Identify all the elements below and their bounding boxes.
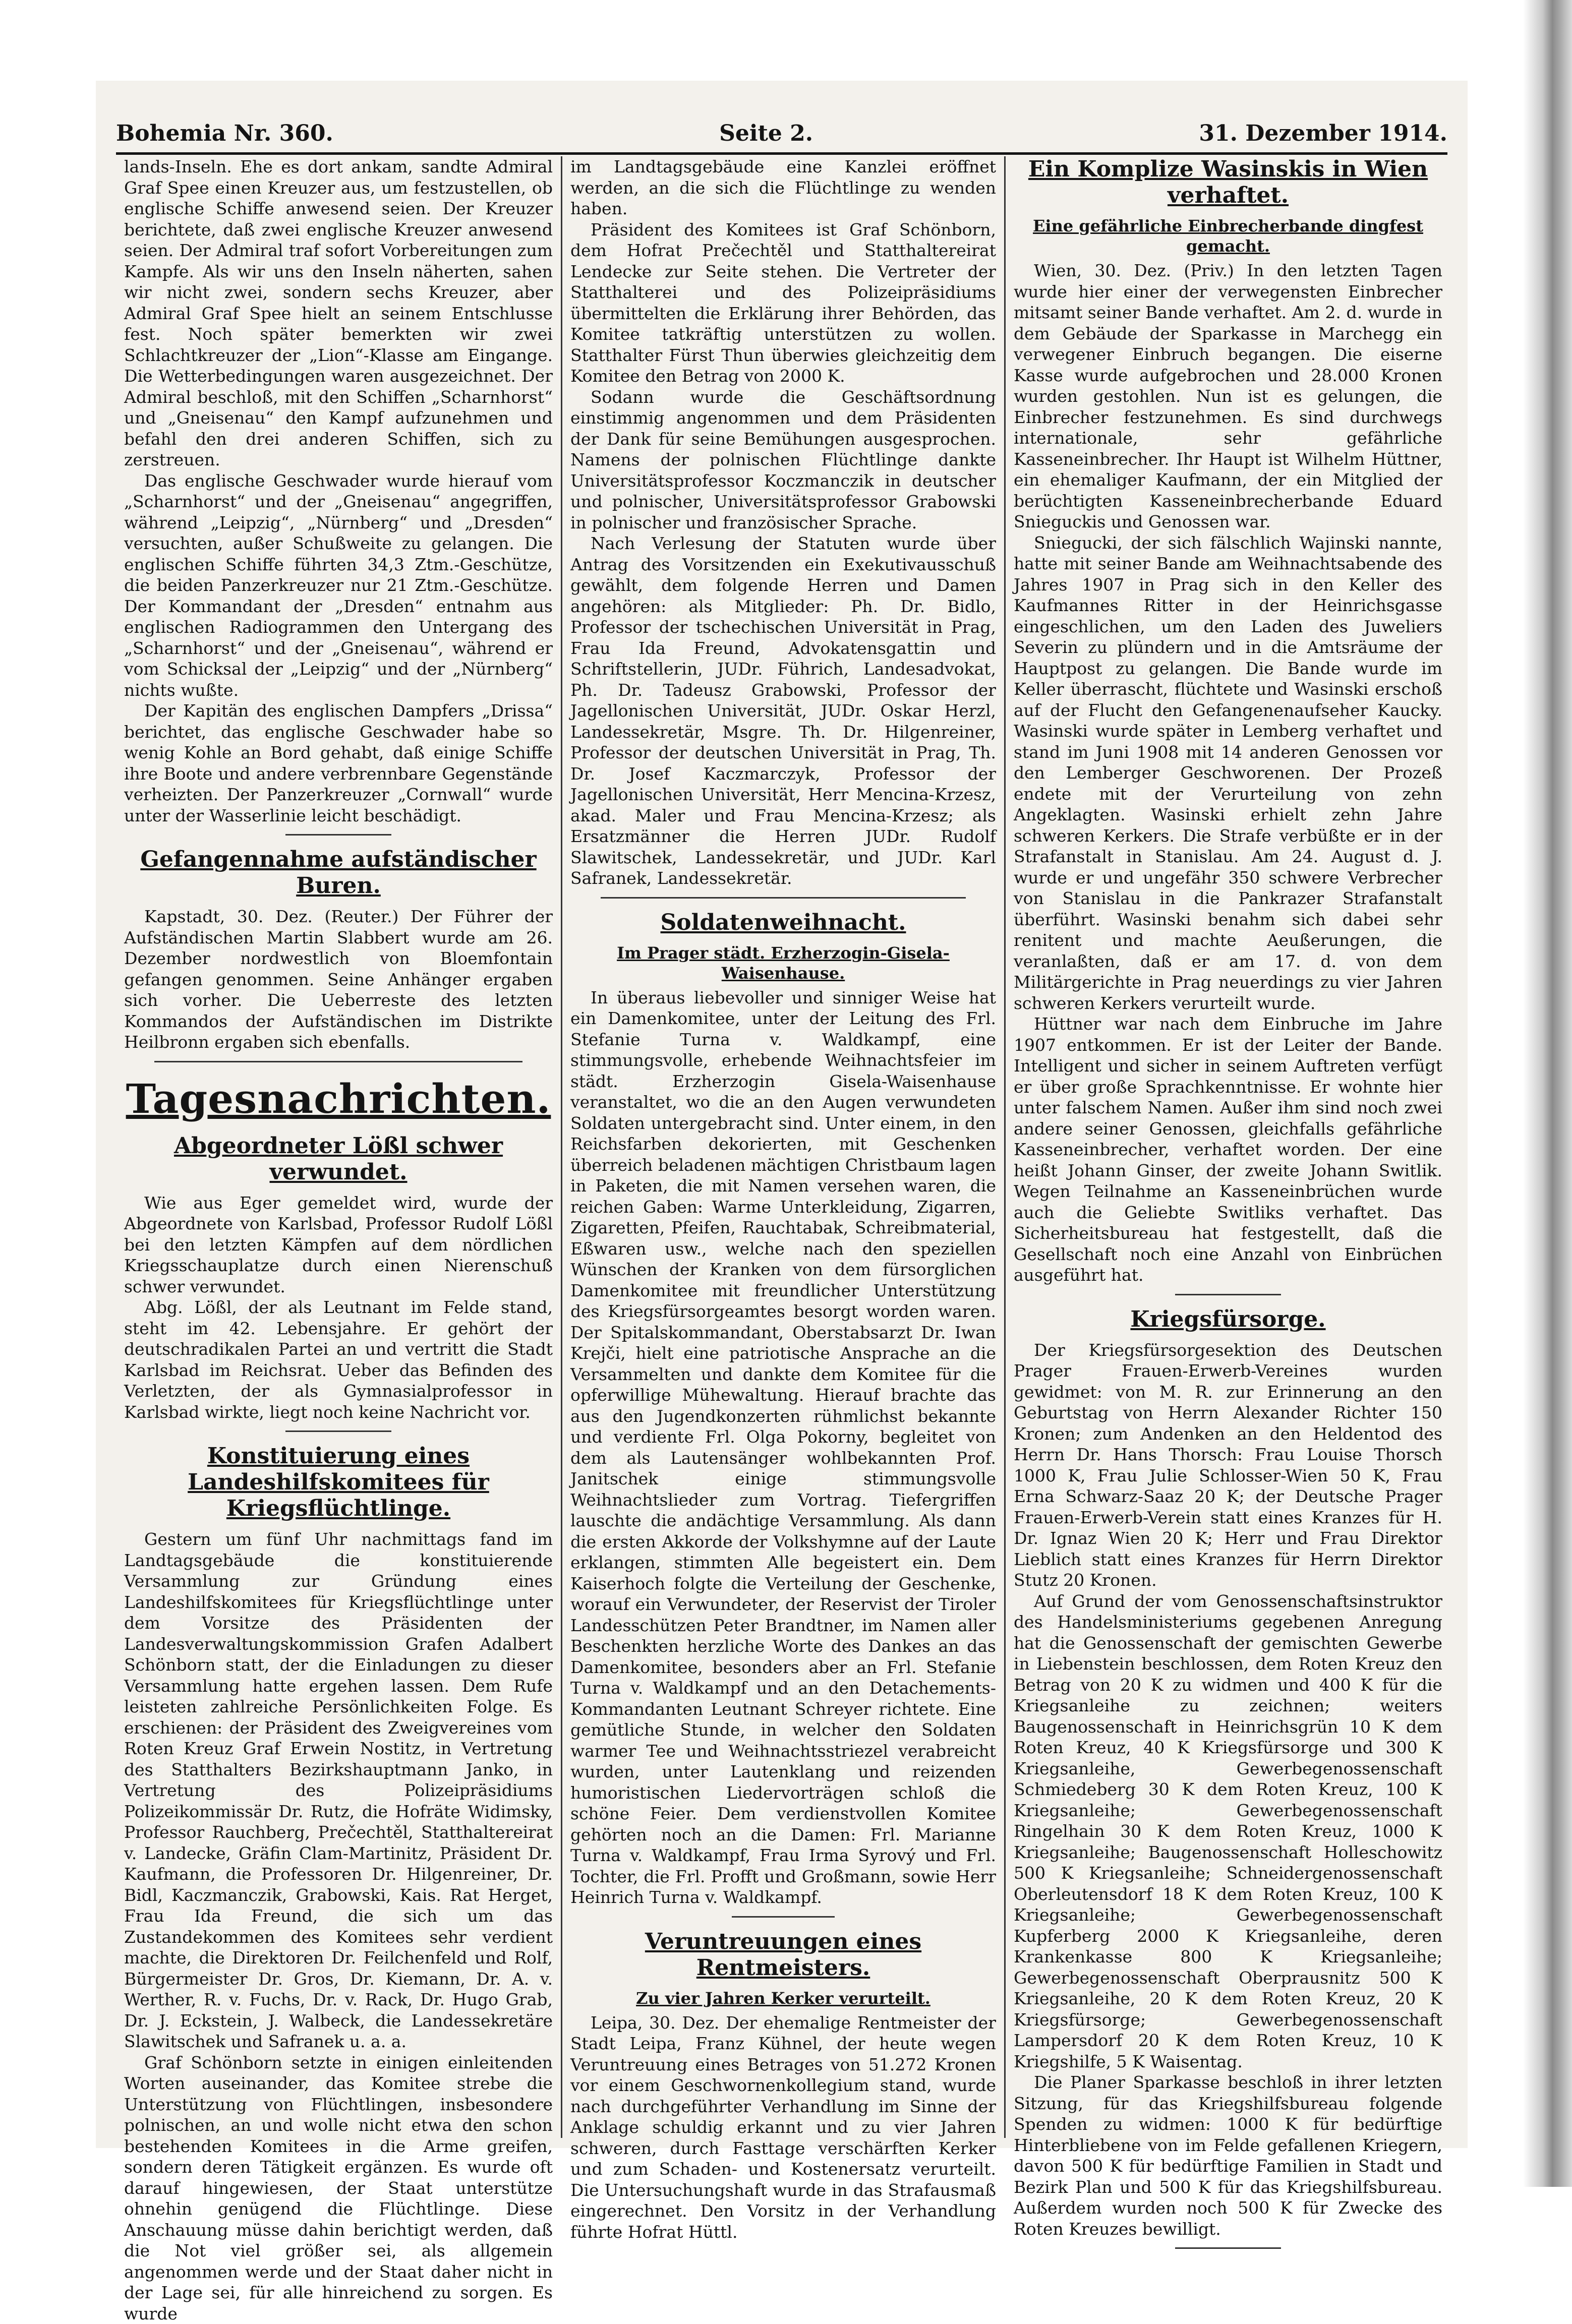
scan-edge-shadow [1523,0,1572,2187]
divider [154,1061,522,1062]
issue-date: 31. Dezember 1914. [1199,121,1447,146]
komitee-article-cont-3: Sodann wurde die Geschäftsordnung einstimmig angenommen und dem Präsidenten der Dank für seine Bemühungen ausgesprochen. Namens der polnischen Flüchtlinge dankte Universitätsprofessor Koczmanczik in deutscher und polnischer, Universitätsprofessor Grabowski in polnischer und französischer Sprache. [570,387,996,533]
kriegsfuersorge-article-2: Auf Grund der vom Genossenschaftsinstruktor des Handelsministeriums gegebenen Anregung hat die Genossenschaft der gemischten Gewerbe in Liebenstein beschlossen, dem Roten Kreuz den Betrag von 20 K zu widmen und 400 K für die Kriegsanleihe zu zeichnen; weiters Baugenossenschaft in Heinrichsgrün 10 K dem Roten Kreuz, 40 K Kriegsfürsorge und 300 K Kriegsanleihe, Gewerbegenossenschaft Schmiedeberg 30 K dem Roten Kreuz, 100 K Kriegsanleihe; Gewerbegenossenschaft Ringelhain 30 K dem Roten Kreuz, 1000 K Kriegsanleihe; Baugenossenschaft Holleschowitz 500 K Kriegsanleihe; Schneidergenossenschaft Oberleutensdorf 18 K dem Roten Kreuz, 100 K Kriegsanleihe; Gewerbegenossenschaft Kupferberg 2000 K Kriegsanleihe, deren Krankenkasse 800 K Kriegsanleihe; Gewerbegenossenschaft Oberprausnitz 500 K Kriegsanleihe, 20 K dem Roten Kreuz, 20 K Kriegsfürsorge; Gewerbegenossenschaft Lampersdorf 20 K dem Roten Kreuz, 10 K Kriegshilfe, 5 K Waisentag. [1014,1591,1442,2072]
text-columns [116,156,1458,2138]
headline-landeshilfskomitee: Konstituierung eines Landeshilfskomitees für Kriegsflüchtlinge. [124,1443,553,1522]
rentmeister-article: Leipa, 30. Dez. Der ehemalige Rentmeister der Stadt Leipa, Franz Kühnel, der heute wegen Veruntreuung eines Betrages von 51.272 Kronen vor einem Geschwornenkollegium stand, wurde nach durchgeführter Verhandlung im Sinne der Anklage schuldig erkannt und zu vier Jahren schweren, durch Fasttage verschärften Kerker und zum Schaden- und Kostenersatz verurteilt. Die Untersuchungshaft wurde in das Strafausmaß eingerechnet. Den Vorsitz in der Verhandlung führte Hofrat Hüttl. [570,2012,996,2243]
divider [1175,1294,1281,1295]
komitee-article-cont-4: Nach Verlesung der Statuten wurde über Antrag des Vorsitzenden ein Exekutivausschuß gewählt, dem folgende Herren und Damen angehören: als Mitglieder: Ph. Dr. Bidlo, Professor der tschechischen Universität in Prag, Frau Ida Freund, Advokatensgattin und Schriftstellerin, JUDr. Führich, Landesadvokat, Ph. Dr. Tadeusz Grabowski, Professor der Jagellonischen Universität, JUDr. Oskar Herzl, Landessekretär, Msgre. Th. Dr. Hilgenreiner, Professor der deutschen Universität in Prag, Th. Dr. Josef Kaczmarczyk, Professor der Jagellonischen Universität, Herr Mencina-Krzesz, akad. Maler und Frau Mencina-Krzesz; als Ersatzmänner die Herren JUDr. Rudolf Slawitschek, Landessekretär, und JUDr. Karl Safranek, Landessekretär. [570,533,996,889]
coronel-article-cont-2: Das englische Geschwader wurde hierauf vom „Scharnhorst“ und der „Gneisenau“ angegriffen, während „Leipzig“, „Nürnberg“ und „Dresden“ versuchten, außer Schußweite zu gelangen. Die englischen Schiffe führten 34,3 Ztm.-Geschütze, die beiden Panzerkreuzer nur 21 Ztm.-Geschütze. Der Kommandant der „Dresden“ entnahm aus englischen Radiogrammen den Untergang des „Scharnhorst“ und der „Gneisenau“, während er vom Schicksal der „Leipzig“ und der „Nürnberg“ nichts wußte. [124,470,553,701]
komitee-article-cont-1: im Landtagsgebäude eine Kanzlei eröffnet werden, an die sich die Flüchtlinge zu wenden haben. [570,156,996,219]
kriegsfuersorge-article-1: Der Kriegsfürsorgesektion des Deutschen Prager Frauen-Erwerb-Vereines wurden gewidmet: von M. R. zur Erinnerung an den Geburtstag von Herrn Alexander Richter 150 Kronen; zum Andenken an den Heldentod des Herrn Dr. Hans Thorsch: Frau Louise Thorsch 1000 K, Frau Julie Schlosser-Wien 50 K, Frau Erna Schwarz-Saaz 20 K; der Deutsche Prager Frauen-Erwerb-Verein statt eines Kranzes für H. Dr. Ignaz Wien 20 K; Herr und Frau Direktor Lieblich statt eines Kranzes für Herrn Direktor Stutz 20 Kronen. [1014,1340,1442,1591]
loessl-article-2: Abg. Lößl, der als Leutnant im Felde stand, steht im 42. Lebensjahre. Er gehört der deutschradikalen Partei an und vertritt die Stadt Karlsbad im Reichsrat. Ueber das Befinden des Verletzten, der als Gymnasialprofessor in Karlsbad wirkte, liegt noch keine Nachricht vor. [124,1297,553,1422]
page-number: Seite 2. [719,121,813,146]
headline-soldatenweihnacht: Soldatenweihnacht. [570,910,996,936]
wasinski-article-3: Hüttner war nach dem Einbruche im Jahre 1907 entkommen. Er ist der Leiter der Bande. Intelligent und sicher in seinem Auftreten verfügt er über große Sprachkenntnisse. Er wohnte hier unter falschem Namen. Außer ihm sind noch zwei andere seiner Genossen, gleichfalls gefährliche Kasseneinbrecher, verhaftet worden. Der eine heißt Johann Ginser, der zweite Johann Switlik. Wegen Teilnahme an Kasseneinbrüchen wurde auch die Geliebte Switliks verhaftet. Das Sicherheitsbureau hat festgestellt, daß die Gesellschaft noch eine Anzahl von Einbrüchen ausgeführt hat. [1014,1014,1442,1286]
wasinski-article-2: Sniegucki, der sich fälschlich Wajinski nannte, hatte mit seiner Bande am Weihnachtsabende des Jahres 1907 in Prag sich in den Keller des Kaufmannes Ritter in der Heinrichsgasse eingeschlichen, um den Laden des Juweliers Severin zu plündern und in die Amtsräume der Hauptpost zu gelangen. Die Bande wurde im Keller überrascht, flüchtete und Wasinski erschoß auf der Flucht den Gefangenenaufseher Kaucky. Wasinski wurde später in Lemberg verhaftet und stand im Juni 1908 mit 14 anderen Genossen vor den Lemberger Geschworenen. Der Prozeß endete mit der Verurteilung von zehn Angeklagten. Wasinski erhielt zehn Jahre schweren Kerkers. Die Strafe verbüßte er in der Strafanstalt in Stanislau. Am 24. August d. J. wurde er und ungefähr 350 schwere Verbrecher von Stanislau in die Pankrazer Strafanstalt überführt. Wasinski benahm sich dabei sehr renitent und machte Aeußerungen, die veranlaßten, daß er am 17. d. von dem Militärgerichte in Prag neuerdings zu vier Jahren schweren Kerkers verurteilt wurde. [1014,532,1442,1014]
kriegsfuersorge-article-3: Die Planer Sparkasse beschloß in ihrer letzten Sitzung, für das Kriegshilfsbureau folgende Spenden zu widmen: 1000 K für bedürftige Hinterbliebene von im Felde gefallenen Kriegern, davon 500 K für bedürftige Familien in Stadt und Bezirk Plan und 500 K für das Kriegshilfsbureau. Außerdem wurden noch 500 K für Zwecke des Roten Kreuzes bewilligt. [1014,2072,1442,2239]
headline-komplize-wasinski: Ein Komplize Wasinskis in Wien verhaftet. [1014,156,1442,209]
subheadline-rentmeister: Zu vier Jahren Kerker verurteilt. [570,1988,996,2008]
running-head [116,101,1447,155]
column-right [1006,156,1450,2138]
column-left [116,156,561,2138]
coronel-article-cont-3: Der Kapitän des englischen Dampfers „Drissa“ berichtet, das englische Geschwader habe so wenig Kohle an Bord gehabt, daß einige Schiffe ihre Boote und andere verbrennbare Gegenstände verheizten. Der Panzerkreuzer „Cornwall“ wurde unter der Wasserlinie leicht beschädigt. [124,700,553,826]
divider [285,1431,391,1432]
divider [732,1916,835,1918]
coronel-article-cont-1: lands-Inseln. Ehe es dort ankam, sandte Admiral Graf Spee einen Kreuzer aus, um festzustellen, ob englische Schiffe anwesend seien. Der Kreuzer berichtete, daß zwei englische Kreuzer anwesend seien. Der Admiral traf sofort Vorbereitungen zum Kampfe. Als wir uns den Inseln näherten, sahen wir nicht zwei, sondern sechs Kreuzer, aber Admiral Graf Spee hielt an seinem Entschlusse fest. Noch später bemerkten wir zwei Schlachtkreuzer der „Lion“-Klasse am Eingange. Die Wetterbedingungen waren ausgezeichnet. Der Admiral beschloß, mit den Schiffen „Scharnhorst“ und „Gneisenau“ den Kampf aufzunehmen und befahl den drei anderen Schiffen, sich zu zerstreuen. [124,156,553,470]
divider [285,834,391,836]
section-title-tagesnachrichten: Tagesnachrichten. [124,1076,553,1122]
subheadline-einbrecherbande: Eine gefährliche Einbrecherbande dingfest gemacht. [1014,216,1442,256]
loessl-article-1: Wie aus Eger gemeldet wird, wurde der Abgeordnete von Karlsbad, Professor Rudolf Lößl bei den letzten Kämpfen auf dem nördlichen Kriegsschauplatze durch einen Nierenschuß schwer verwundet. [124,1193,553,1297]
newspaper-page [96,81,1468,2148]
komitee-article-1: Gestern um fünf Uhr nachmittags fand im Landtagsgebäude die konstituierende Versammlung zur Gründung eines Landeshilfskomitees für Kriegsflüchtlinge unter dem Vorsitze des Präsidenten der Landesverwaltungskommission Grafen Adalbert Schönborn statt, der die Einladungen zu dieser Versammlung hatte ergehen lassen. Dem Rufe leisteten zahlreiche Persönlichkeiten Folge. Es erschienen: der Präsident des Zweigvereines vom Roten Kreuz Graf Erwein Nostitz, in Vertretung des Statthalters Bezirkshauptmann Janko, in Vertretung des Polizeipräsidiums Polizeikommissär Dr. Rutz, die Hofräte Widimsky, Professor Rauchberg, Prečechtěl, Statthaltereirat v. Landecke, Gräfin Clam-Martinitz, Präsident Dr. Kaufmann, die Professoren Dr. Hilgenreiner, Dr. Bidl, Kaczmanczik, Grabowski, Kais. Rat Herget, Frau Ida Freund, die sich um das Zustandekommen des Komitees sehr verdient machte, die Direktoren Dr. Feilchenfeld und Rolf, Bürgermeister Dr. Gros, Dr. Kiemann, Dr. A. v. Werther, R. v. Fuchs, Dr. v. Rack, Dr. Hugo Grab, Dr. J. Eckstein, J. Walbeck, die Landessekretäre Slawitschek und Safranek u. a. a. [124,1529,553,2052]
divider [601,897,966,899]
headline-buren: Gefangennahme aufständischer Buren. [124,847,553,899]
komitee-article-cont-2: Präsident des Komitees ist Graf Schönborn, dem Hofrat Prečechtěl und Statthaltereirat Lendecke zur Seite stehen. Die Vertreter der Statthalterei und des Polizeipräsidiums übermittelten die Erklärung ihrer Behörden, das Komitee tatkräftig unterstützen zu wollen. Statthalter Fürst Thun überwies gleichzeitig dem Komitee den Betrag von 2000 K. [570,219,996,387]
headline-kriegsfuersorge: Kriegsfürsorge. [1014,1306,1442,1333]
soldatenweihnacht-article: In überaus liebevoller und sinniger Weise hat ein Damenkomitee, unter der Leitung des Frl. Stefanie Turna v. Waldkampf, eine stimmungsvolle, erhebende Weihnachtsfeier im städt. Erzherzogin Gisela-Waisenhause veranstaltet, wo die an den Augen verwundeten Soldaten untergebracht sind. Unter einem, in den Reichsfarben dekorierten, mit Geschenken überreich beladenen mächtigen Christbaum lagen in Paketen, die mit Namen versehen waren, die reichen Gaben: Warme Unterkleidung, Zigarren, Zigaretten, Pfeifen, Rauchtabak, Schreibmaterial, Eßwaren usw., welche nach den speziellen Wünschen der Kranken von dem fürsorglichen Damenkomitee mit freundlicher Unterstützung des Kriegsfürsorgeamtes besorgt worden waren. Der Spitalskommandant, Oberstabsarzt Dr. Iwan Krejči, hielt eine patriotische Ansprache an die Versammelten und dankte dem Komitee für die opferwillige Mühewaltung. Hierauf brachte das aus den Jugendkonzerten rühmlichst bekannte und verdiente Frl. Olga Pokorny, begleitet von dem als Lautensänger wohlbekannten Prof. Janitschek einige stimmungsvolle Weihnachtslieder zum Vortrag. Tiefergriffen lauschte die andächtige Versammlung. Als dann die ersten Akkorde der Volkshymne auf der Laute erklangen, stimmten Alle begeistert ein. Dem Kaiserhoch folgte die Verteilung der Geschenke, worauf ein Verwundeter, der Reservist der Tiroler Landesschützen Peter Brandtner, im Namen aller Beschenkten herzliche Worte des Dankes an das Damenkomitee, besonders aber an Frl. Stefanie Turna v. Waldkampf und an den Detachements-Kommandanten Leutnant Schreyer richtete. Eine gemütliche Stunde, in welcher den Soldaten warmer Tee und Weihnachtsstriezel verabreicht wurden, unter Lautenklang und reizenden humoristischen Liedervorträgen schloß die schöne Feier. Dem verdienstvollen Komitee gehörten noch an die Damen: Frl. Marianne Turna v. Waldkampf, Frau Irma Syrový und Frl. Tochter, die Frl. Profft und Großmann, sowie Herr Heinrich Turna v. Waldkampf. [570,987,996,1908]
headline-rentmeister: Veruntreuungen eines Rentmeisters. [570,1929,996,1981]
masthead-issue: Bohemia Nr. 360. [116,121,333,146]
wasinski-article-1: Wien, 30. Dez. (Priv.) In den letzten Tagen wurde hier einer der verwegensten Einbrecher mitsamt seiner Bande verhaftet. Am 2. d. wurde in dem Gebäude der Sparkasse in Marchegg ein verwegener Einbruch begangen. Die eiserne Kasse wurde aufgebrochen und 28.000 Kronen wurden gestohlen. Nun ist es gelungen, die Einbrecher festzunehmen. Es sind durchwegs internationale, sehr gefährliche Kasseneinbrecher. Ihr Haupt ist Wilhelm Hüttner, ein ehemaliger Kaufmann, der ein Mitglied der berüchtigten Kasseneinbrecherbande Eduard Snieguckis und Genossen war. [1014,260,1442,532]
divider [1175,2247,1281,2249]
subheadline-soldatenweihnacht: Im Prager städt. Erzherzogin-Gisela-Waisenhause. [570,943,996,983]
buren-article: Kapstadt, 30. Dez. (Reuter.) Der Führer der Aufständischen Martin Slabbert wurde am 26. Dezember nordwestlich von Bloemfontain gefangen genommen. Seine Anhänger ergaben sich vorher. Die Ueberreste des letzten Kommandos der Aufständischen im Distrikte Heilbronn ergaben sich ebenfalls. [124,906,553,1053]
headline-loessl: Abgeordneter Lößl schwer verwundet. [124,1133,553,1185]
column-middle [561,156,1006,2138]
komitee-article-2: Graf Schönborn setzte in einigen einleitenden Worten auseinander, das Komitee strebe die Unterstützung von Flüchtlingen, insbesondere polnischen, an und wolle nicht etwa den schon bestehenden Komitees in die Arme greifen, sondern deren Tätigkeit ergänzen. Es wurde oft darauf hingewiesen, der Staat unterstütze ohnehin genügend die Flüchtlinge. Diese Anschauung müsse dahin berichtigt werden, daß die Not viel größer sei, als allgemein angenommen werde und der Staat daher nicht in der Lage sei, für alle hinreichend zu sorgen. Es wurde [124,2052,553,2324]
